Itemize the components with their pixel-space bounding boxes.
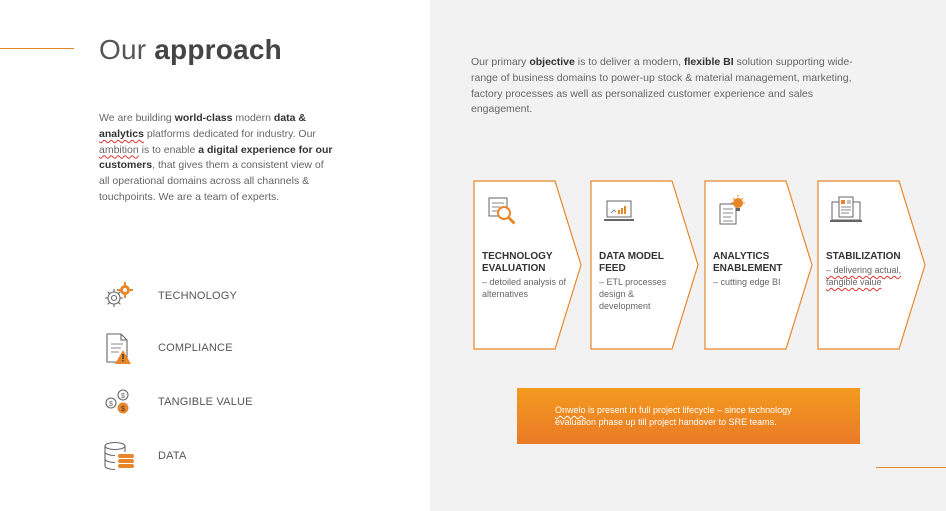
database-icon (100, 437, 138, 475)
intro-bold-3: analytics (99, 127, 144, 140)
lifecycle-banner (517, 388, 860, 444)
feature-technology (100, 277, 238, 315)
step-title: TECHNOLOGY EVALUATION (482, 251, 553, 274)
intro-text-3: platforms dedicated for industry. Our (143, 127, 316, 140)
intro-text-4: ambition (99, 143, 139, 156)
intro-bold-1: world-class (174, 112, 233, 124)
step-stabilization (817, 180, 927, 350)
feature-label-compliance: COMPLIANCE (158, 342, 233, 354)
intro-text-5: is to enable (138, 143, 199, 156)
banner-text: is present in full project lifecycle – since technology evaluation phase up till project handover to SRE teams. (555, 405, 792, 427)
objective-text-1: Our primary (471, 56, 530, 68)
intro-paragraph (99, 111, 337, 206)
step-description: – cutting edge BI (713, 277, 781, 287)
feature-compliance (100, 329, 233, 367)
feature-label-technology: TECHNOLOGY (158, 290, 238, 302)
feature-tangible-value (100, 383, 253, 421)
step-data-model-feed (590, 180, 700, 350)
intro-text-6: , that gives them a consistent view of all operational domains across all channels & touchpoints. We are a team of experts. (99, 159, 324, 203)
objective-text-2: is to deliver a modern, (574, 56, 685, 68)
step-description: – ETL processes design & development (599, 277, 667, 311)
lightbulb-document-icon (716, 194, 750, 228)
banner-brand: Onwelo (555, 405, 586, 415)
gears-icon (100, 277, 138, 315)
accent-line-top-left (0, 48, 74, 49)
left-panel (0, 0, 430, 511)
svg-text:$: $ (109, 401, 113, 408)
title-bold: approach (154, 34, 282, 65)
svg-text:$: $ (121, 406, 125, 413)
feature-data (100, 437, 187, 475)
title-light: Our (99, 34, 147, 65)
feature-label-tangible-value: TANGIBLE VALUE (158, 396, 253, 408)
step-title: ANALYTICS ENABLEMENT (713, 251, 783, 274)
laptop-chart-icon (602, 194, 636, 228)
step-description: – detoiled analysis of alternatives (482, 277, 567, 299)
intro-bold-2: data & (273, 112, 306, 124)
intro-text-2: modern (232, 112, 274, 124)
compliance-document-icon (100, 329, 138, 367)
intro-bold-4: a digital experience for our customers (99, 143, 333, 172)
objective-bold-1: objective (529, 56, 575, 68)
accent-line-bottom-right (876, 467, 946, 468)
intro-text-1: We are building (99, 112, 175, 124)
objective-bold-2: flexible BI (684, 56, 734, 68)
feature-label-data: DATA (158, 450, 187, 462)
monitor-document-icon (829, 194, 863, 228)
step-technology-evaluation (473, 180, 583, 350)
objective-paragraph (471, 55, 871, 118)
coins-icon (100, 383, 138, 421)
objective-text-3: solution supporting wide-range of business domains to power-up stock & material management, marketing, factory processes as well as personalized customer experience and sales engagement. (471, 56, 853, 116)
step-title: STABILIZATION (826, 251, 901, 262)
step-description: – delivering actual, tangible value (826, 265, 902, 287)
step-analytics-enablement (704, 180, 814, 350)
svg-text:$: $ (121, 393, 125, 400)
page-title (99, 34, 282, 66)
step-title: DATA MODEL FEED (599, 251, 664, 274)
magnifier-report-icon (485, 194, 519, 228)
